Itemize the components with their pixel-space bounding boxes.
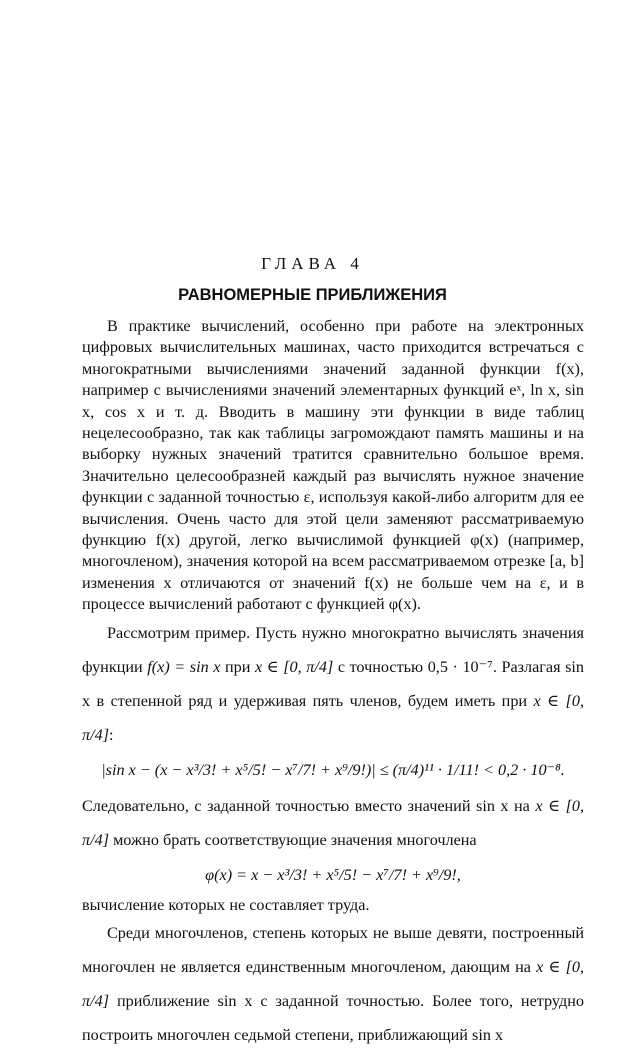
- polynomial-equation: φ(x) = x − x³/3! + x⁵/5! − x⁷/7! + x⁹/9!,: [205, 866, 461, 885]
- paragraph-consequence: Следовательно, с заданной точностью вместо значений sin x на x ∈ [0, π/4] можно брать соответствующие значения многочлена: [82, 797, 585, 850]
- paragraph-conclusion: вычисление которых не составляет труда.: [82, 895, 370, 914]
- paragraph-intro: В практике вычислений, особенно при работе на электронных цифровых вычислительных машинах, часто приходится встречаться с многократными вычислениями значений заданной функции f(x), например с вычислениями значений элементарных функций eˣ, ln x, sin x, cos x и т. д. Вводить в машину эти функции в виде таблиц нецелесообразно, так как таблицы загромождают память машины и на выборку нужных значений тратится сравнительно большое время. Значительно целесообразней каждый раз вычислять нужное значение функции с заданной точностью ε, используя какой-либо алгоритм для ее вычисления. Очень часто для этой цели заменяют рассматриваемую функцию f(x) другой, легко вычислимой функцией φ(x) (например, многочленом), значения которой на всем рассматриваемом отрезке [a, b] изменения x отличаются от значений f(x) не больше чем на ε, и в процессе вычислений работают с функцией φ(x).: [82, 317, 584, 614]
- error-estimate-equation: |sin x − (x − x³/3! + x⁵/5! − x⁷/7! + x⁹/9!)| ≤ (π/4)¹¹ · 1/11! < 0,2 · 10⁻⁸.: [101, 760, 565, 779]
- chapter-heading: ГЛАВА 4: [261, 254, 364, 273]
- interval-expression: x ∈ [0, π/4]: [254, 657, 334, 676]
- page-body: [82, 316, 584, 1052]
- paragraph-example: Рассмотрим пример. Пусть нужно многократно вычислять значения функции f(x) = sin x при x ∈ [0, π/4] с точностью 0,5 · 10⁻⁷. Разлагая sin x в степенной ряд и удерживая пять членов, будем иметь при x ∈ [0, π/4]:: [82, 623, 585, 744]
- paragraph-polynomials: Среди многочленов, степень которых не выше девяти, построенный многочлен не является единственным многочленом, дающим на x ∈ [0, π/4] приближение sin x с заданной точностью. Более того, нетрудно построить многочлен седьмой степени, приближающий sin x: [82, 923, 585, 1044]
- chapter-title: РАВНОМЕРНЫЕ ПРИБЛИЖЕНИЯ: [178, 286, 447, 304]
